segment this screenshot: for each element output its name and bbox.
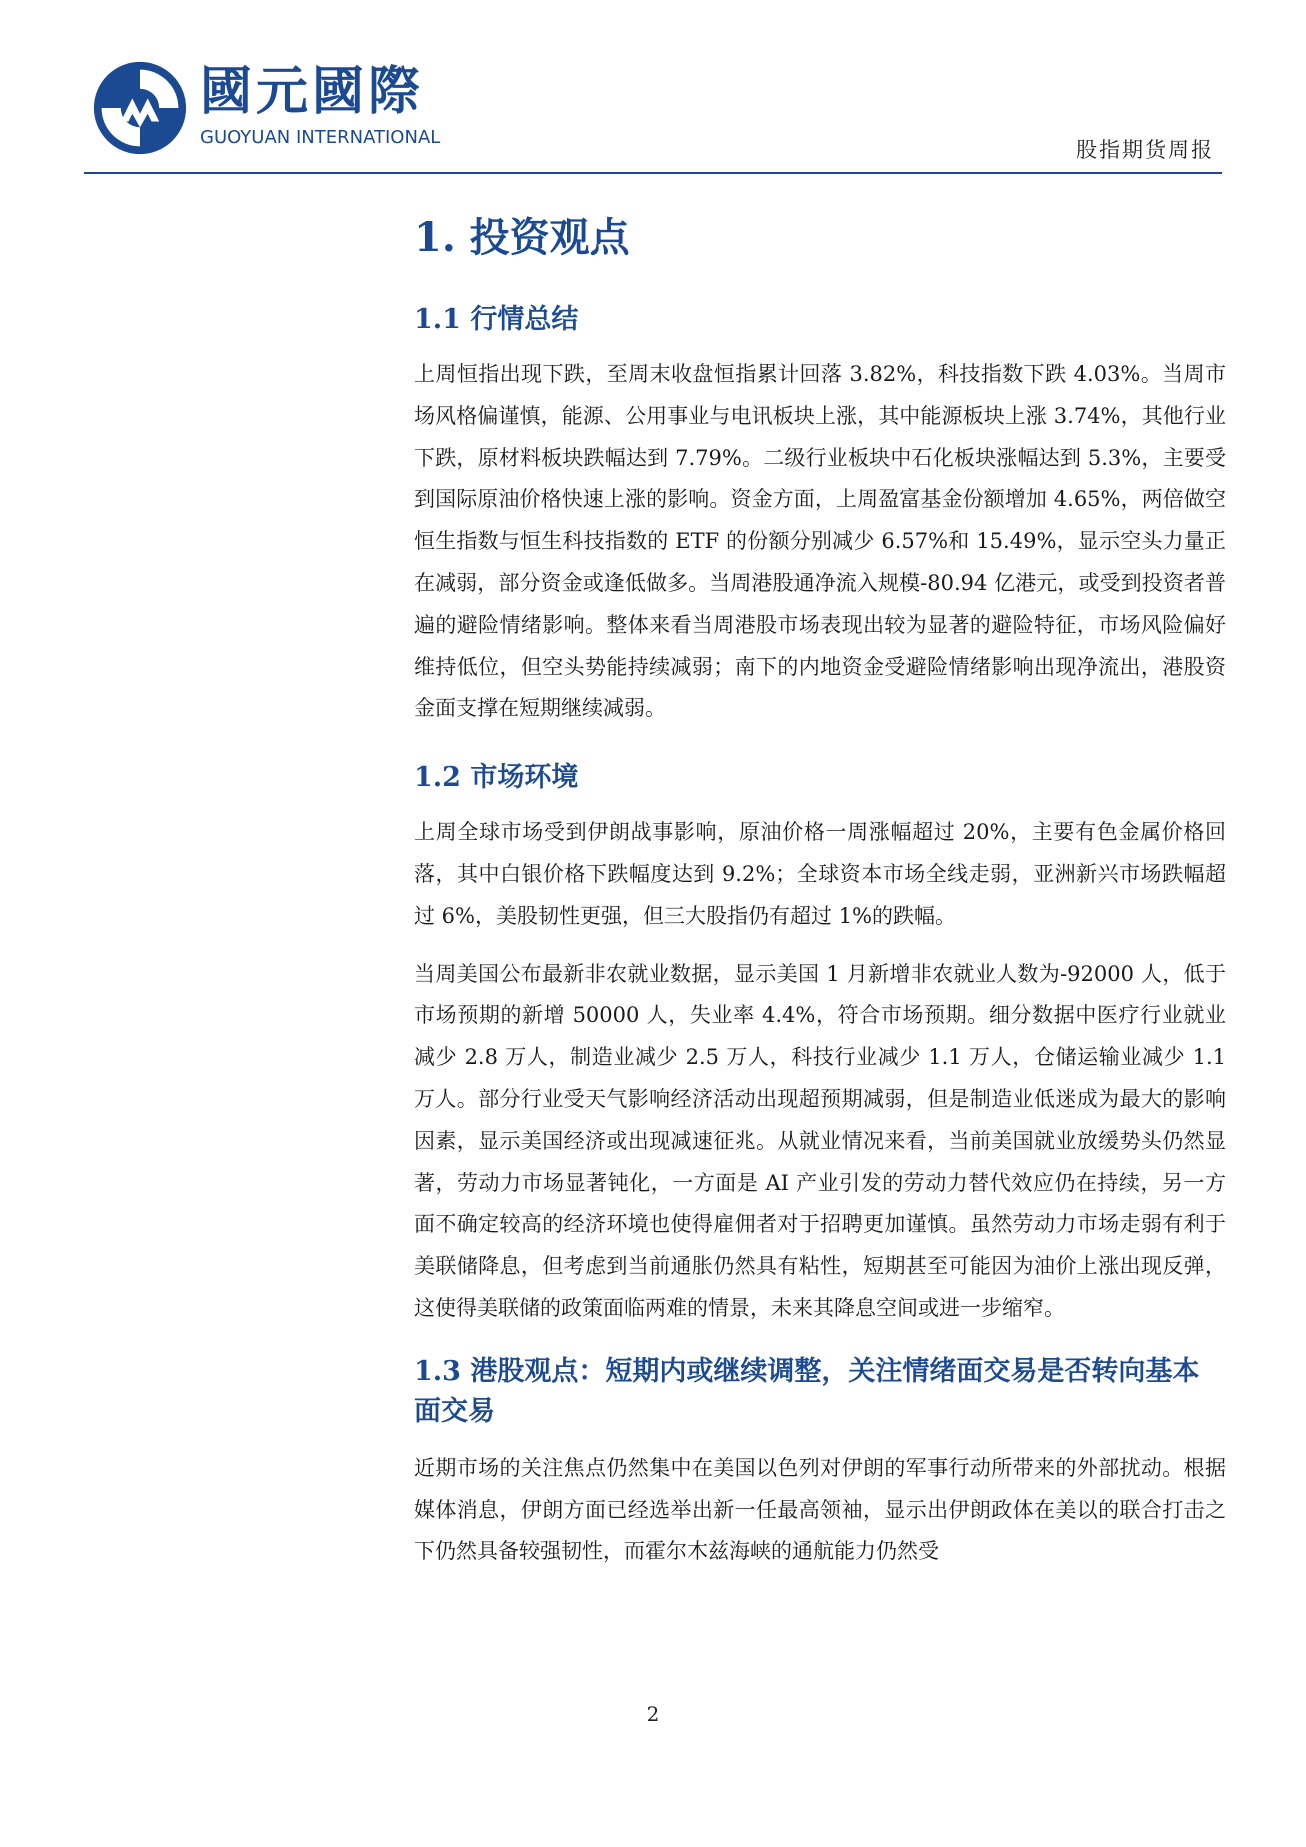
section-title: 1. 投资观点	[414, 214, 630, 261]
report-type-label: 股指期货周报	[1076, 138, 1214, 162]
main-content	[414, 200, 1226, 1573]
paragraph-hk-view: 近期市场的关注焦点仍然集中在美国以色列对伊朗的军事行动所带来的外部扰动。根据媒体消息，伊朗方面已经选举出新一任最高领袖，显示出伊朗政体在美以的联合打击之下仍然具备较强韧性，而霍尔木兹海峡的通航能力仍然受	[414, 1455, 1226, 1564]
page-number: 2	[646, 1702, 660, 1726]
subsection-heading-market-environment: 1.2 市场环境	[414, 762, 579, 794]
subsection-heading-hk-view: 1.3 港股观点：短期内或继续调整，关注情绪面交易是否转向基本面交易	[414, 1355, 1200, 1427]
logo-chinese-name: 國元國際	[200, 62, 425, 122]
guoyuan-logo-icon	[92, 60, 188, 156]
subsection-heading-market-summary: 1.1 行情总结	[414, 304, 579, 335]
page-header	[0, 0, 1306, 190]
paragraph-market-summary: 上周恒指出现下跌，至周末收盘恒指累计回落 3.82%，科技指数下跌 4.03%。当周市场风格偏谨慎，能源、公用事业与电讯板块上涨，其中能源板块上涨 3.74%，其他行业下跌，原材料板块跌幅达到 7.79%。二级行业板块中石化板块涨幅达到 5.3%，主要受到国际原油价格快速上涨的影响。资金方面，上周盈富基金份额增加 4.65%，两倍做空恒生指数与恒生科技指数的 ETF 的份额分别减少 6.57%和 15.49%，显示空头力量正在减弱，部分资金或逢低做多。当周港股通净流入规模-80.94 亿港元，或受到投资者普遍的避险情绪影响。整体来看当周港股市场表现出较为显著的避险特征，市场风险偏好维持低位，但空头势能持续减弱；南下的内地资金受避险情绪影响出现净流出，港股资金面支撑在短期继续减弱。	[414, 362, 1226, 721]
paragraph-global-markets: 上周全球市场受到伊朗战事影响，原油价格一周涨幅超过 20%，主要有色金属价格回落，其中白银价格下跌幅度达到 9.2%；全球资本市场全线走弱，亚洲新兴市场跌幅超过 6%，美股韧性更强，但三大股指仍有超过 1%的跌幅。	[414, 820, 1226, 928]
header-divider	[84, 172, 1222, 174]
logo-english-name: GUOYUAN INTERNATIONAL	[200, 127, 441, 148]
paragraph-us-employment: 当周美国公布最新非农就业数据，显示美国 1 月新增非农就业人数为-92000 人，低于市场预期的新增 50000 人，失业率 4.4%，符合市场预期。细分数据中医疗行业就业减少 2.8 万人，制造业减少 2.5 万人，科技行业减少 1.1 万人，仓储运输业减少 1.1 万人。部分行业受天气影响经济活动出现超预期减弱，但是制造业低迷成为最大的影响因素，显示美国经济或出现减速征兆。从就业情况来看，当前美国就业放缓势头仍然显著，劳动力市场显著钝化，一方面是 AI 产业引发的劳动力替代效应仍在持续，另一方面不确定较高的经济环境也使得雇佣者对于招聘更加谨慎。虽然劳动力市场走弱有利于美联储降息，但考虑到当前通胀仍然具有粘性，短期甚至可能因为油价上涨出现反弹，这使得美联储的政策面临两难的情景，未来其降息空间或进一步缩窄。	[414, 961, 1226, 1320]
